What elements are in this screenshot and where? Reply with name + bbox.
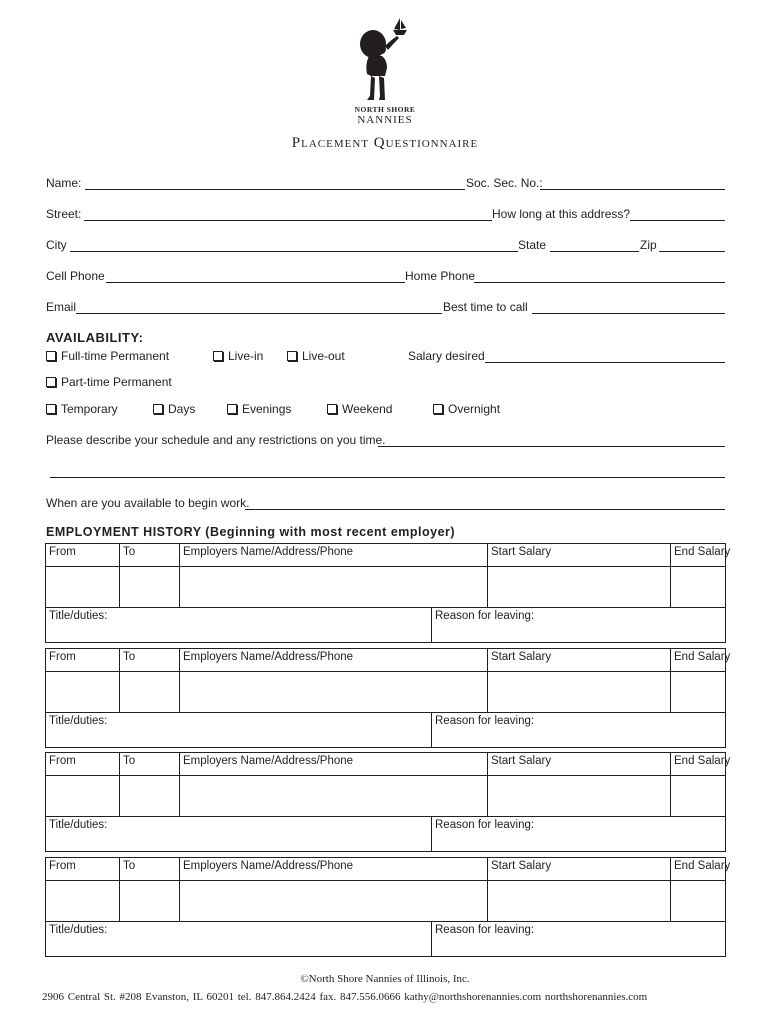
employer-cell[interactable] bbox=[180, 881, 488, 922]
from-cell[interactable] bbox=[46, 672, 120, 713]
end-salary-cell[interactable] bbox=[671, 776, 726, 817]
end-salary-header: End Salary bbox=[671, 753, 726, 776]
employer-cell[interactable] bbox=[180, 567, 488, 608]
footer-copyright: ©North Shore Nannies of Illinois, Inc. bbox=[300, 973, 470, 985]
from-header: From bbox=[46, 753, 120, 776]
start-salary-header: Start Salary bbox=[488, 649, 671, 672]
employer-table-3 bbox=[45, 752, 731, 852]
reason-cell[interactable]: Reason for leaving: bbox=[432, 608, 726, 643]
from-header: From bbox=[46, 544, 120, 567]
fulltime-option[interactable]: Full-time Permanent bbox=[46, 349, 169, 363]
best-time-label: Best time to call bbox=[443, 300, 528, 314]
how-long-field[interactable] bbox=[630, 220, 725, 221]
days-option[interactable]: Days bbox=[153, 402, 195, 416]
page-title: Placement Questionnaire bbox=[291, 135, 479, 151]
to-cell[interactable] bbox=[120, 881, 180, 922]
schedule-field-line2[interactable] bbox=[50, 477, 725, 478]
to-cell[interactable] bbox=[120, 567, 180, 608]
logo-line1: NORTH SHORE bbox=[354, 105, 416, 114]
availability-heading: AVAILABILITY: bbox=[46, 330, 144, 345]
to-header: To bbox=[120, 753, 180, 776]
employer-table-1 bbox=[45, 543, 731, 643]
start-salary-header: Start Salary bbox=[488, 544, 671, 567]
from-cell[interactable] bbox=[46, 776, 120, 817]
end-salary-header: End Salary bbox=[671, 544, 726, 567]
employer-header: Employers Name/Address/Phone bbox=[180, 544, 488, 567]
begin-work-field[interactable] bbox=[245, 509, 725, 510]
footer-address: 2906 Central St. #208 Evanston, IL 60201 tel. 847.864.2424 fax. 847.556.0666 kathy@northshorenannies.com northshorenannies.com bbox=[42, 991, 648, 1003]
start-salary-cell[interactable] bbox=[488, 776, 671, 817]
employer-header: Employers Name/Address/Phone bbox=[180, 858, 488, 881]
email-label: Email bbox=[46, 300, 77, 314]
to-header: To bbox=[120, 858, 180, 881]
email-field[interactable] bbox=[76, 313, 442, 314]
title-duties-cell[interactable]: Title/duties: bbox=[46, 922, 432, 957]
zip-field[interactable] bbox=[659, 251, 725, 252]
how-long-label: How long at this address? bbox=[492, 207, 631, 221]
title-duties-cell[interactable]: Title/duties: bbox=[46, 608, 432, 643]
to-cell[interactable] bbox=[120, 776, 180, 817]
checkbox-icon[interactable] bbox=[433, 404, 443, 414]
employer-cell[interactable] bbox=[180, 672, 488, 713]
zip-label: Zip bbox=[640, 238, 657, 252]
start-salary-header: Start Salary bbox=[488, 858, 671, 881]
best-time-field[interactable] bbox=[532, 313, 725, 314]
employer-table-4 bbox=[45, 857, 731, 957]
state-field[interactable] bbox=[550, 251, 639, 252]
ssn-field[interactable] bbox=[540, 189, 725, 190]
weekend-option[interactable]: Weekend bbox=[327, 402, 392, 416]
livein-option[interactable]: Live-in bbox=[213, 349, 263, 363]
checkbox-icon[interactable] bbox=[327, 404, 337, 414]
from-header: From bbox=[46, 858, 120, 881]
checkbox-icon[interactable] bbox=[227, 404, 237, 414]
salary-desired-field[interactable] bbox=[485, 362, 725, 363]
ssn-label: Soc. Sec. No.: bbox=[466, 176, 543, 190]
checkbox-icon[interactable] bbox=[46, 404, 56, 414]
home-phone-field[interactable] bbox=[474, 282, 725, 283]
employer-cell[interactable] bbox=[180, 776, 488, 817]
to-header: To bbox=[120, 649, 180, 672]
checkbox-icon[interactable] bbox=[153, 404, 163, 414]
cell-phone-label: Cell Phone bbox=[46, 269, 105, 283]
title-duties-cell[interactable]: Title/duties: bbox=[46, 817, 432, 852]
state-label: State bbox=[518, 238, 547, 252]
schedule-field[interactable] bbox=[378, 446, 725, 447]
schedule-label: Please describe your schedule and any restrictions on you time. bbox=[46, 433, 386, 447]
city-field[interactable] bbox=[70, 251, 518, 252]
from-cell[interactable] bbox=[46, 567, 120, 608]
employer-table-2 bbox=[45, 648, 731, 748]
reason-cell[interactable]: Reason for leaving: bbox=[432, 713, 726, 748]
parttime-option[interactable]: Part-time Permanent bbox=[46, 375, 172, 389]
employment-heading: EMPLOYMENT HISTORY (Beginning with most recent employer) bbox=[46, 525, 456, 539]
street-label: Street: bbox=[46, 207, 82, 221]
to-cell[interactable] bbox=[120, 672, 180, 713]
start-salary-header: Start Salary bbox=[488, 753, 671, 776]
checkbox-icon[interactable] bbox=[213, 351, 223, 361]
child-silhouette-logo bbox=[355, 16, 415, 104]
start-salary-cell[interactable] bbox=[488, 672, 671, 713]
end-salary-cell[interactable] bbox=[671, 672, 726, 713]
home-phone-label: Home Phone bbox=[405, 269, 476, 283]
salary-desired-label: Salary desired bbox=[408, 349, 485, 363]
from-cell[interactable] bbox=[46, 881, 120, 922]
employer-header: Employers Name/Address/Phone bbox=[180, 753, 488, 776]
from-header: From bbox=[46, 649, 120, 672]
logo-line2: NANNIES bbox=[357, 114, 413, 126]
to-header: To bbox=[120, 544, 180, 567]
liveout-option[interactable]: Live-out bbox=[287, 349, 345, 363]
name-field[interactable] bbox=[85, 189, 465, 190]
end-salary-cell[interactable] bbox=[671, 567, 726, 608]
end-salary-cell[interactable] bbox=[671, 881, 726, 922]
start-salary-cell[interactable] bbox=[488, 567, 671, 608]
begin-work-label: When are you available to begin work. bbox=[46, 496, 250, 510]
evenings-option[interactable]: Evenings bbox=[227, 402, 291, 416]
overnight-option[interactable]: Overnight bbox=[433, 402, 500, 416]
title-duties-cell[interactable]: Title/duties: bbox=[46, 713, 432, 748]
city-label: City bbox=[46, 238, 67, 252]
reason-cell[interactable]: Reason for leaving: bbox=[432, 817, 726, 852]
checkbox-icon[interactable] bbox=[46, 377, 56, 387]
reason-cell[interactable]: Reason for leaving: bbox=[432, 922, 726, 957]
cell-phone-field[interactable] bbox=[106, 282, 405, 283]
street-field[interactable] bbox=[84, 220, 492, 221]
start-salary-cell[interactable] bbox=[488, 881, 671, 922]
name-label: Name: bbox=[46, 176, 82, 190]
end-salary-header: End Salary bbox=[671, 858, 726, 881]
temporary-option[interactable]: Temporary bbox=[46, 402, 118, 416]
employer-header: Employers Name/Address/Phone bbox=[180, 649, 488, 672]
end-salary-header: End Salary bbox=[671, 649, 726, 672]
checkbox-icon[interactable] bbox=[46, 351, 56, 361]
checkbox-icon[interactable] bbox=[287, 351, 297, 361]
